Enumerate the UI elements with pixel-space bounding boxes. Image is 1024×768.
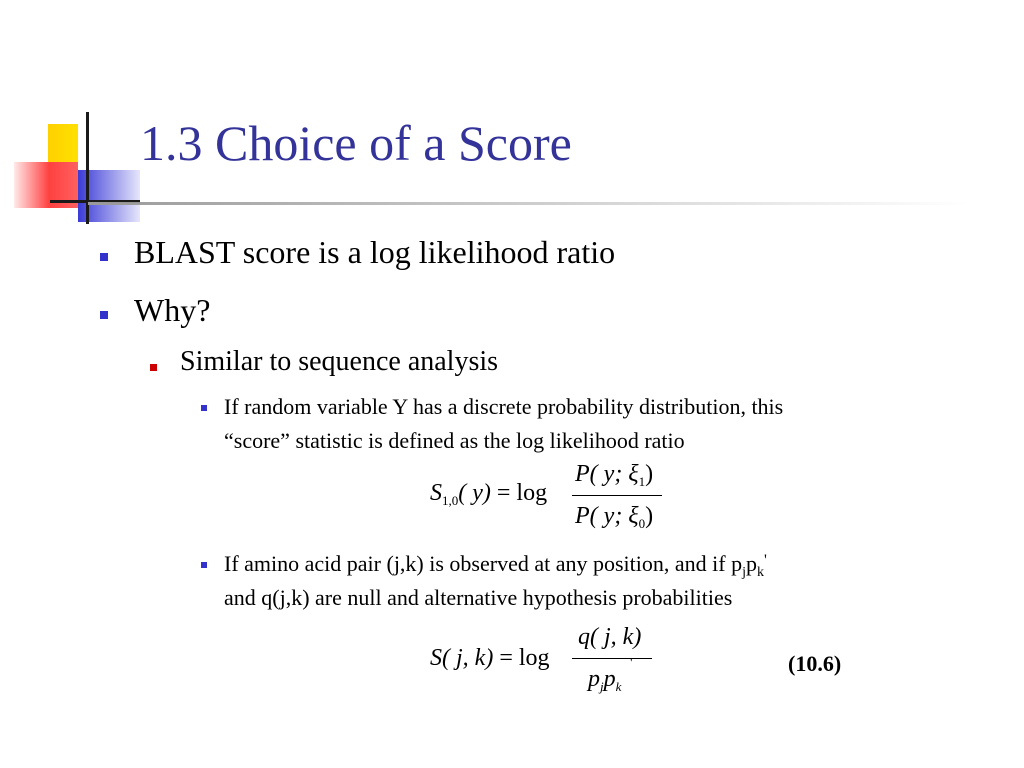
slide-title: 1.3 Choice of a Score — [140, 115, 572, 171]
amino-prime: ' — [763, 552, 767, 569]
eq1-den-p: P — [575, 503, 590, 529]
bullet-square-icon — [201, 562, 207, 568]
bullet-square-icon — [100, 253, 108, 261]
amino-sub-k: k — [756, 565, 764, 580]
bullet-square-icon — [100, 311, 108, 319]
eq2-den-sub-j: j — [600, 679, 604, 694]
eq1-numerator — [575, 461, 653, 488]
title-underline-rule — [88, 202, 968, 205]
eq1-lhs-symbol: S — [430, 480, 442, 506]
bullet-why: Why? — [134, 292, 211, 328]
bullet-random-variable-line2: “score” statistic is defined as the log likelihood ratio — [224, 428, 685, 453]
bullet-similar-sequence: Similar to sequence analysis — [180, 346, 499, 377]
bullet-random-variable-line1: If random variable Y has a discrete probability distribution, this — [224, 394, 784, 419]
eq2-equals-log: = log — [499, 645, 550, 671]
bullet-square-icon — [201, 405, 207, 411]
eq1-num-close: ) — [645, 461, 654, 487]
equation-number: (10.6) — [788, 651, 842, 676]
corner-logo-decoration — [0, 0, 140, 230]
eq2-lhs: S( j, k) — [430, 645, 494, 671]
amino-p: p — [745, 551, 757, 576]
amino-sub-j: j — [742, 565, 746, 580]
eq1-den-arg: ( y; ξ — [589, 503, 639, 529]
eq2-den-p1: p — [588, 666, 600, 692]
eq1-equals-log: = log — [496, 480, 548, 506]
bullet-square-icon — [150, 364, 157, 371]
eq1-denominator — [575, 503, 653, 530]
eq2-den-prime: ' — [630, 656, 633, 671]
eq1-lhs-argument: ( y) — [458, 480, 491, 506]
eq1-den-close: ) — [645, 503, 654, 529]
bullet-amino-acid-line1 — [224, 547, 767, 585]
eq2-den-sub-k: k — [615, 679, 622, 694]
eq1-den-sub: 0 — [638, 516, 646, 531]
bullet-blast-score: BLAST score is a log likelihood ratio — [134, 234, 616, 270]
eq1-lhs-subscript: 1,0 — [442, 493, 459, 508]
eq2-den-p2: p — [603, 666, 616, 692]
bullet-amino-acid-line2: and q(j,k) are null and alternative hypothesis probabilities — [224, 585, 733, 610]
eq2-fraction-bar — [572, 658, 652, 659]
logo-vertical-line — [86, 112, 89, 224]
eq1-num-arg: ( y; ξ — [589, 461, 639, 487]
eq2-denominator — [588, 666, 621, 693]
eq1-num-p: P — [575, 461, 590, 487]
eq1-num-sub: 1 — [638, 474, 646, 489]
amino-text: If amino acid pair (j,k) is observed at any position, and if p — [224, 551, 743, 576]
eq1-fraction-bar — [572, 495, 662, 496]
eq2-numerator: q( j, k) — [578, 624, 642, 650]
